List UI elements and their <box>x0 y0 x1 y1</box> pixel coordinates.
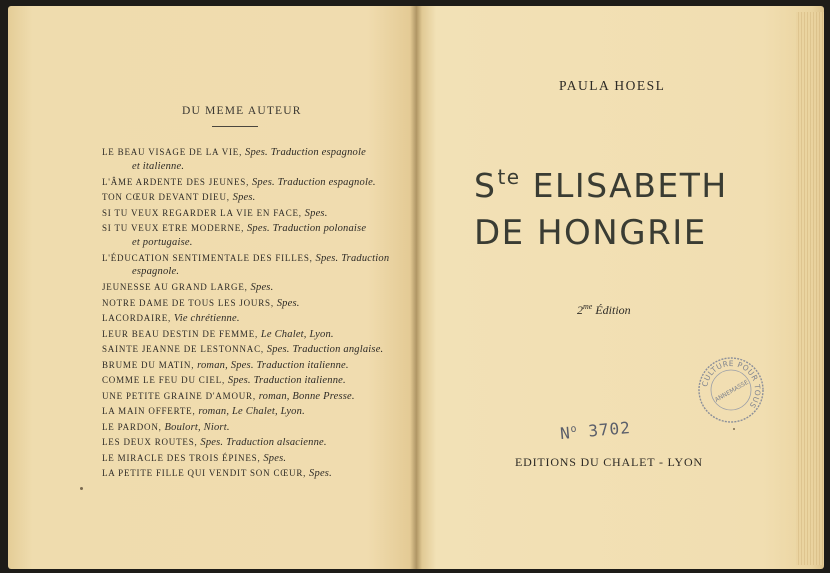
paper-speck <box>80 487 83 490</box>
work-title: TON CŒUR DEVANT DIEU, <box>102 192 230 202</box>
work-note-continuation: espagnole. <box>132 266 180 277</box>
work-publisher-note: Spes. Traduction alsacienne. <box>197 437 327 448</box>
work-title: COMME LE FEU DU CIEL, <box>102 375 226 385</box>
work-title: NOTRE DAME DE TOUS LES JOURS, <box>102 297 274 308</box>
edition-word: Édition <box>592 303 631 317</box>
work-entry <box>102 435 392 451</box>
work-title: BRUME DU MATIN, <box>102 359 195 370</box>
work-publisher-note: Spes. Traduction <box>312 252 390 264</box>
book-title-line-2: DE HONGRIE <box>474 213 707 253</box>
edition-suffix: me <box>583 302 593 311</box>
work-title: LEUR BEAU DESTIN DE FEMME, <box>102 328 259 339</box>
inventory-prefix: N <box>559 423 572 444</box>
work-entry <box>102 389 392 405</box>
work-publisher-note: Spes. Traduction espagnole. <box>249 176 376 188</box>
work-entry <box>102 190 392 206</box>
work-title: LACORDAIRE, <box>102 313 172 323</box>
work-publisher-note: Spes. Traduction espagnole <box>242 147 366 158</box>
work-title: LA PETITE FILLE QUI VENDIT SON CŒUR, <box>102 468 307 478</box>
work-title: UNE PETITE GRAINE D'AMOUR, <box>102 390 256 401</box>
edition-number: 2 <box>577 303 583 317</box>
work-title: L'ÂME ARDENTE DES JEUNES, <box>102 176 250 187</box>
work-title: L'ÉDUCATION SENTIMENTALE DES FILLES, <box>102 252 313 263</box>
title-line-1-text: ELISABETH <box>532 166 728 205</box>
work-note-continuation: et italienne. <box>132 160 185 172</box>
edition-label <box>577 302 631 318</box>
work-entry <box>102 342 392 358</box>
work-title: LE MIRACLE DES TROIS ÉPINES, <box>102 452 261 463</box>
work-publisher-note: Le Chalet, Lyon. <box>258 328 334 340</box>
work-publisher-note: Boulort, Niort. <box>161 421 230 433</box>
library-stamp <box>697 356 765 424</box>
inventory-prefix-sup: o <box>569 423 578 436</box>
work-entry <box>102 373 392 389</box>
work-publisher-note: Spes. Traduction anglaise. <box>263 344 384 355</box>
stamp-ring-text: CULTURE POUR TOUS <box>700 358 763 410</box>
title-prefix: S <box>474 166 497 205</box>
book-title-line-1 <box>474 165 728 205</box>
book-gutter <box>410 6 422 569</box>
work-entry <box>102 145 392 173</box>
work-publisher-note: Vie chrétienne. <box>171 313 240 324</box>
work-entry <box>102 175 392 191</box>
author-name: PAULA HOESL <box>559 78 666 93</box>
work-title: SI TU VEUX REGARDER LA VIE EN FACE, <box>102 207 302 218</box>
work-entry <box>102 358 392 374</box>
left-page <box>8 6 416 569</box>
work-title: LE PARDON, <box>102 421 162 432</box>
work-entry <box>102 451 392 467</box>
work-title: LES DEUX ROUTES, <box>102 437 198 447</box>
paper-speck <box>733 428 735 430</box>
work-publisher-note: Spes. <box>306 468 332 479</box>
work-publisher-note: Spes. <box>273 297 300 309</box>
work-publisher-note: roman, Bonne Presse. <box>255 390 355 402</box>
work-publisher-note: Spes. Traduction polonaise <box>244 223 367 234</box>
inventory-number: 3702 <box>587 417 632 441</box>
work-publisher-note: Spes. <box>301 207 328 219</box>
work-entry <box>102 296 392 312</box>
work-entry <box>102 280 392 296</box>
work-entry <box>102 251 392 279</box>
stamp-center-text: ANNEMASSE <box>713 378 750 404</box>
work-entry <box>102 327 392 343</box>
work-publisher-note: Spes. <box>229 192 256 203</box>
work-entry <box>102 466 392 482</box>
work-entry <box>102 420 392 436</box>
work-entry <box>102 311 392 327</box>
work-title: LA MAIN OFFERTE, <box>102 406 196 416</box>
work-entry <box>102 404 392 420</box>
work-title: LE BEAU VISAGE DE LA VIE, <box>102 147 243 157</box>
work-publisher-note: Spes. <box>247 282 274 293</box>
title-prefix-sup: te <box>497 165 521 189</box>
work-publisher-note: roman, Le Chalet, Lyon. <box>195 406 305 417</box>
work-title: SI TU VEUX ETRE MODERNE, <box>102 223 245 233</box>
works-list <box>102 145 392 482</box>
work-entry <box>102 206 392 222</box>
work-title: JEUNESSE AU GRAND LARGE, <box>102 282 248 292</box>
publisher: EDITIONS DU CHALET - LYON <box>515 455 703 469</box>
page-edges <box>796 12 824 565</box>
work-publisher-note: Spes. Traduction italienne. <box>225 375 346 386</box>
work-note-continuation: et portugaise. <box>132 236 193 248</box>
work-title: SAINTE JEANNE DE LESTONNAC, <box>102 344 264 354</box>
work-publisher-note: roman, Spes. Traduction italienne. <box>194 359 349 371</box>
other-works-heading: DU MEME AUTEUR <box>182 105 302 117</box>
work-entry <box>102 221 392 249</box>
heading-rule <box>212 126 258 127</box>
work-publisher-note: Spes. <box>260 452 287 464</box>
